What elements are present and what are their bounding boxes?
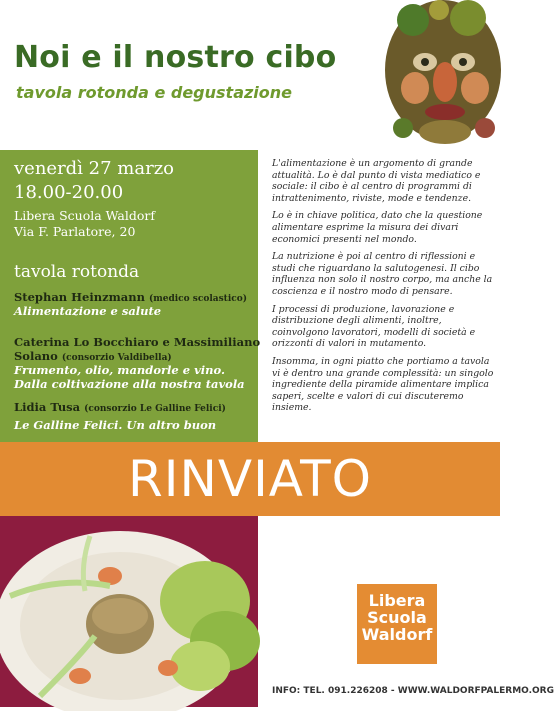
plate-illustration	[0, 516, 258, 707]
description-text	[272, 158, 494, 420]
program-heading: tavola rotonda	[14, 262, 140, 282]
speaker-role: (medico scolastico)	[148, 294, 247, 304]
postponed-label: RINVIATO	[127, 450, 373, 508]
description-paragraph: L'alimentazione è un argomento di grande attualità. Lo è dal punto di vista mediatico e sociale: il cibo è al centro di programmi di intrattenimento, riviste, mode e tendenze.	[272, 158, 481, 204]
food-photo	[0, 516, 258, 707]
description-paragraph: La nutrizione è poi al centro di riflessioni e studi che riguardano la salutogenesi. Il cibo influenza non solo il nostro corpo, ma anche la coscienza e il nostro modo di pensare.	[272, 251, 493, 297]
event-date: venerdì 27 marzo	[14, 158, 175, 179]
speaker-name: Caterina Lo Bocchiaro e Massimiliano	[14, 335, 261, 349]
speaker-name: Stephan Heinzmann (medico scolastico)	[14, 290, 247, 304]
description-paragraph: I processi di produzione, lavorazione e distribuzione degli alimenti, inoltre, coinvolgono lavoratori, modelli di società e orizzonti di valori in mutamento.	[272, 303, 476, 350]
event-venue: Libera Scuola Waldorf	[14, 208, 156, 223]
speaker-block	[14, 290, 247, 318]
speaker-role: (consorzio Le Galline Felici)	[84, 404, 226, 414]
poster-title: Noi e il nostro cibo	[14, 40, 337, 75]
poster-subtitle: tavola rotonda e degustazione	[16, 83, 293, 102]
speaker-name: Lidia Tusa (consorzio Le Galline Felici)	[14, 400, 226, 414]
logo-line: Waldorf	[361, 625, 433, 644]
description-paragraph: Lo è in chiave politica, dato che la questione alimentare esprime la misura dei divari economici presenti nel mondo.	[272, 210, 483, 245]
description-paragraph: Insomma, in ogni piatto che portiamo a tavola vi è dentro una grande complessità: un singolo ingrediente della piramide alimentare implica saperi, scelte e valori di cui discuteremo insieme.	[272, 355, 494, 414]
speaker-name-cont: Solano (consorzio Valdibella)	[14, 349, 172, 363]
contact-info: INFO: TEL. 091.226208 - WWW.WALDORFPALERMO.ORG	[272, 686, 554, 696]
logo-line: Libera	[368, 591, 426, 610]
vegetable-face-illustration	[373, 0, 500, 148]
event-time: 18.00-20.00	[14, 182, 124, 203]
logo-line: Scuola	[367, 608, 427, 627]
event-address: Via F. Parlatore, 20	[14, 224, 136, 239]
talk-title: Frumento, olio, mandorle e vino.	[14, 363, 225, 377]
talk-title: Alimentazione e salute	[14, 304, 162, 318]
talk-title: Le Galline Felici. Un altro buon	[14, 418, 217, 432]
speaker-block	[14, 400, 226, 432]
speaker-block	[14, 335, 260, 391]
speaker-role: (consorzio Valdibella)	[61, 353, 172, 363]
talk-title: Dalla coltivazione alla nostra tavola	[14, 377, 245, 391]
school-logo	[357, 584, 437, 664]
